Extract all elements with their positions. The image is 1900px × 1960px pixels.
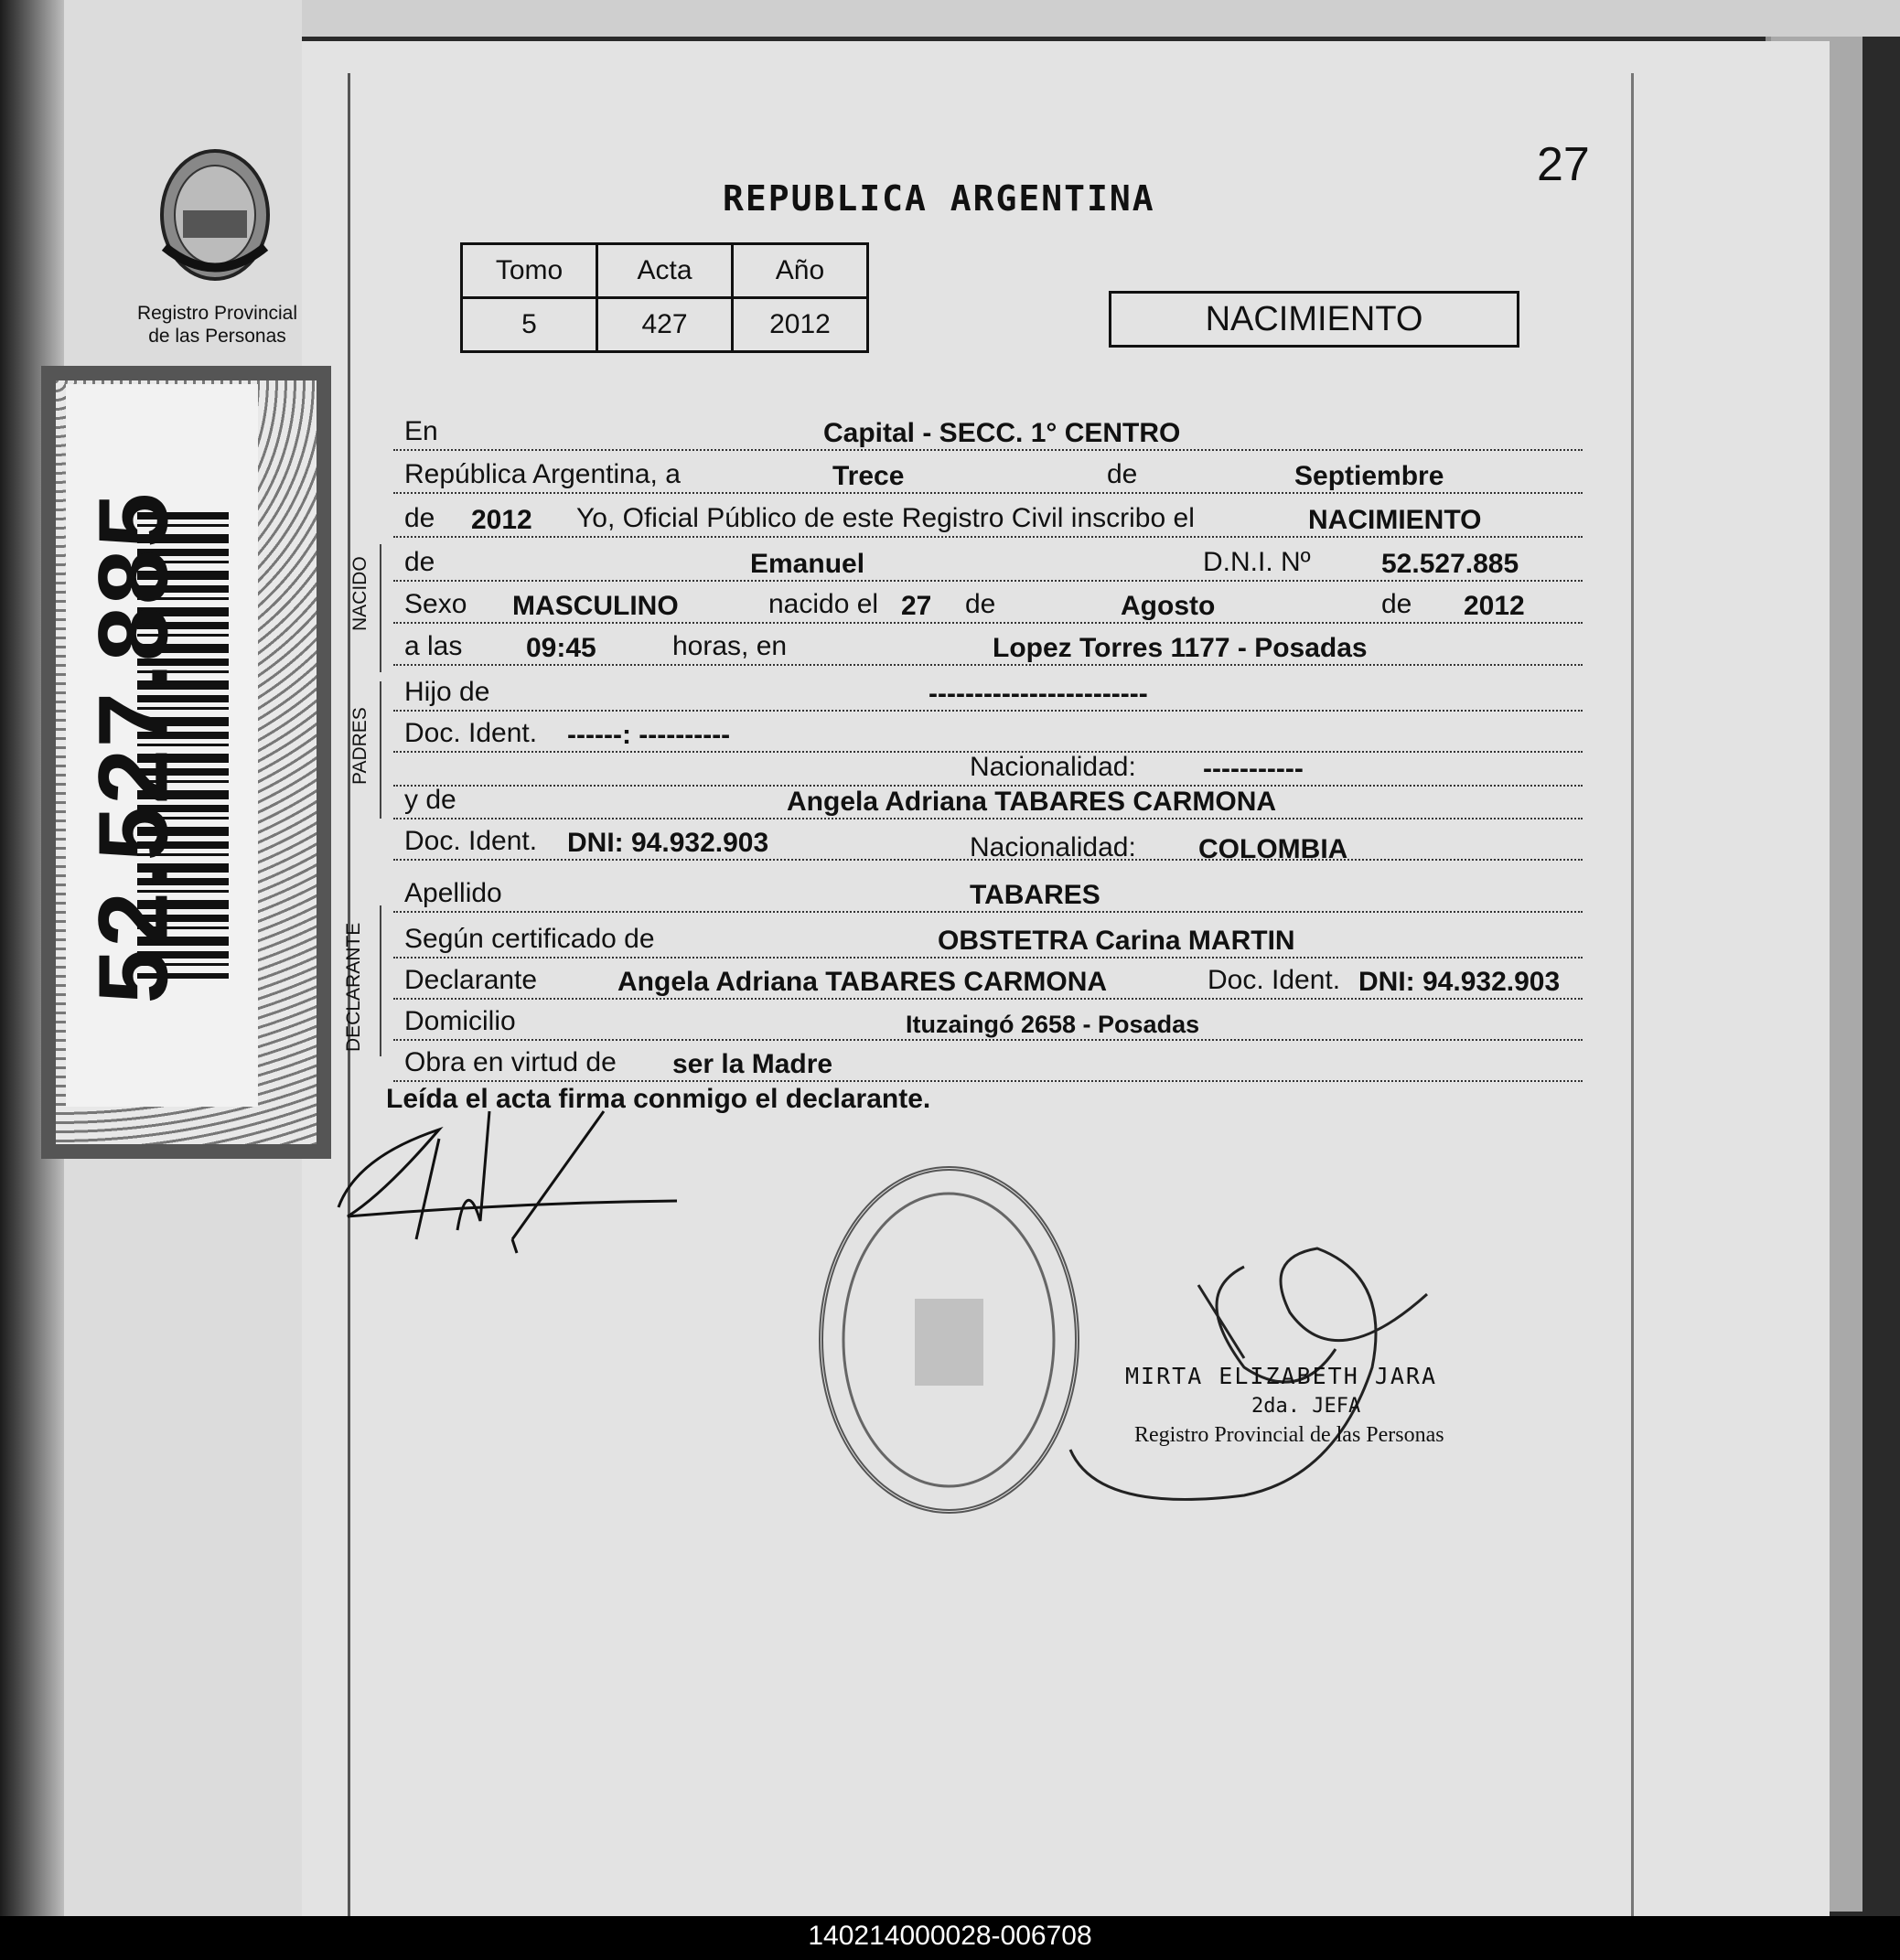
value-inscribe: NACIMIENTO [1308,505,1482,535]
label-declarante: Declarante [404,965,538,995]
label-dni: D.N.I. Nº [1203,547,1311,577]
label-de-3: de [404,547,435,577]
line-nombre [393,538,1583,582]
value-dia: Trece [832,461,905,491]
officer-role: 2da. JEFA [1251,1395,1361,1418]
label-republica: República Argentina, a [404,459,681,489]
registry-table [460,242,869,353]
value-anio: 2012 [733,298,868,352]
header-acta: Acta [597,244,733,298]
line-certificado [393,915,1583,959]
section-divider-padres [380,681,381,819]
line-hora [393,622,1583,666]
value-acta: 427 [597,298,733,352]
line-domicilio [393,997,1583,1041]
registro-provincial-label [119,302,316,348]
label-nacionalidad-1: Nacionalidad: [970,752,1136,782]
label-obra: Obra en virtud de [404,1047,617,1077]
label-de-2: de [404,503,435,533]
line-madre [393,776,1583,819]
section-label-padres: PADRES [349,707,370,785]
line-declarante [393,956,1583,1000]
line-republica [393,450,1583,494]
label-de-5: de [1381,589,1412,619]
document-heading: REPUBLICA ARGENTINA [723,178,1155,219]
line-hijo-de [393,668,1583,712]
value-anio: 2012 [471,505,532,535]
footer-code: 140214000028-006708 [808,1921,1092,1951]
value-nac-dia: 27 [901,591,932,621]
value-lugar: Capital - SECC. 1° CENTRO [823,418,1181,448]
label-doc-ident-1: Doc. Ident. [404,718,538,748]
value-dni: 52.527.885 [1381,549,1519,579]
label-sexo: Sexo [404,589,467,619]
value-madre-doc: DNI: 94.932.903 [567,828,769,858]
label-domicilio: Domicilio [404,1006,516,1036]
label-y-de: y de [404,785,456,815]
label-a-las: a las [404,631,463,661]
page-number: 27 [1537,138,1590,191]
label-horas-en: horas, en [672,631,788,661]
label-nacido-el: nacido el [768,589,879,619]
officer-office: Registro Provincial de las Personas [1134,1423,1444,1447]
label-de-1: de [1107,459,1138,489]
value-madre-nac: COLOMBIA [1198,834,1348,864]
label-yo-oficial: Yo, Oficial Público de este Registro Civil inscribo el [576,503,1195,533]
value-obra: ser la Madre [672,1049,833,1079]
record-type-box: NACIMIENTO [1109,291,1519,348]
value-declarante-doc: DNI: 94.932.903 [1358,967,1561,997]
value-lugar-nac: Lopez Torres 1177 - Posadas [993,633,1368,663]
value-nac-anio: 2012 [1464,591,1525,621]
value-nac-mes: Agosto [1121,591,1216,621]
declarante-signature [329,1102,695,1267]
label-de-4: de [965,589,996,619]
section-label-declarante: DECLARANTE [343,922,364,1052]
header-anio: Año [733,244,868,298]
section-divider-declarante [380,905,381,1056]
value-madre: Angela Adriana TABARES CARMONA [787,787,1277,817]
officer-name: MIRTA ELIZABETH JARA [1125,1363,1438,1389]
value-tomo: 5 [462,298,597,352]
label-en: En [404,416,438,446]
value-sexo: MASCULINO [512,591,679,621]
value-apellido: TABARES [970,880,1100,910]
line-madre-nac [393,823,1583,865]
value-padre: ------------------------ [929,679,1148,709]
value-mes: Septiembre [1294,461,1444,491]
value-padre-nac: ----------- [1203,754,1304,784]
header-tomo: Tomo [462,244,597,298]
label-nacionalidad-2: Nacionalidad: [970,832,1136,862]
line-yo-oficial [393,494,1583,538]
line-obra [393,1038,1583,1082]
line-apellido [393,869,1583,913]
label-hijo-de: Hijo de [404,677,490,707]
label-doc-ident-3: Doc. Ident. [1208,965,1341,995]
value-certificado: OBSTETRA Carina MARTIN [938,926,1295,956]
value-declarante: Angela Adriana TABARES CARMONA [617,967,1108,997]
closing-statement: Leída el acta firma conmigo el declarante. [386,1084,931,1114]
official-stamp [819,1166,1079,1514]
value-padre-doc: ------: ---------- [567,720,731,750]
label-doc-ident-2: Doc. Ident. [404,826,538,856]
section-label-nacido: NACIDO [349,556,370,631]
sticker-number: 52.527.885 [77,490,188,1004]
label-certificado: Según certificado de [404,924,655,954]
provincia-misiones-seal [146,137,284,288]
label-apellido: Apellido [404,878,502,908]
value-nombre: Emanuel [750,549,865,579]
line-en [393,407,1583,451]
section-divider-nacido [380,544,381,672]
value-hora: 09:45 [526,633,596,663]
value-domicilio: Ituzaingó 2658 - Posadas [906,1011,1200,1038]
line-sexo [393,580,1583,624]
registro-line1: Registro Provincial [136,303,298,324]
registro-line2: de las Personas [148,326,286,347]
